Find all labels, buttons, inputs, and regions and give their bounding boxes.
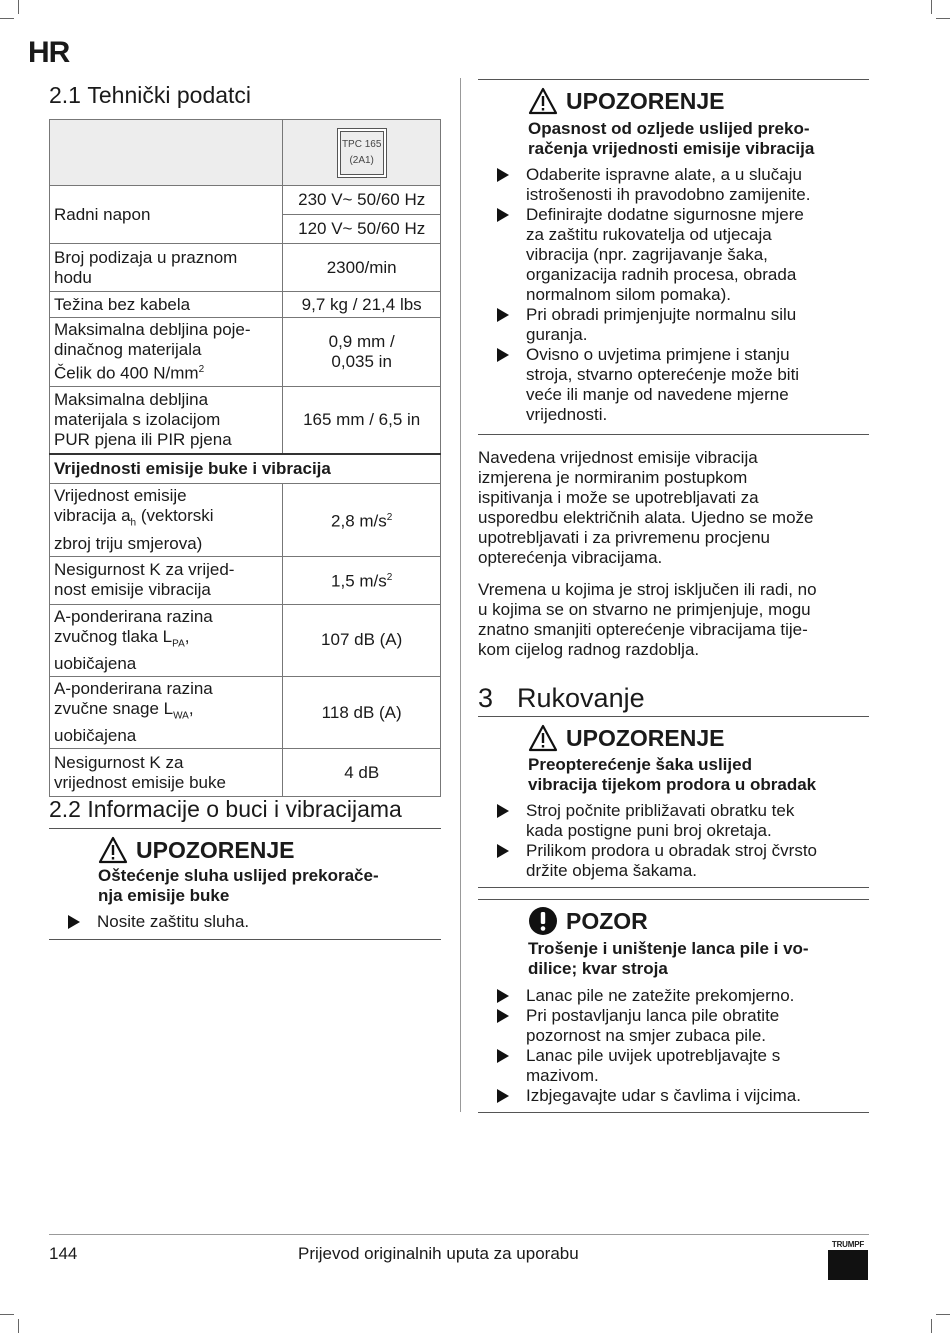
bullet-line: guranja. <box>526 325 588 344</box>
crop-mark <box>936 18 950 19</box>
divider <box>478 1112 869 1113</box>
voltage-230: 230 V~ 50/60 Hz <box>283 186 440 215</box>
superscript: 2 <box>386 572 393 584</box>
bullet-text: Nosite zaštitu sluha. <box>97 912 250 931</box>
row-label: Broj podizaja u praznom hodu <box>50 244 283 292</box>
label-line: Vrijednost emisije <box>54 486 187 506</box>
row-value <box>283 484 441 556</box>
label-text: zvučnog tlaka L <box>54 626 173 646</box>
row-value: 165 mm / 6,5 in <box>283 386 441 454</box>
crop-mark <box>931 1319 932 1333</box>
logo-block <box>828 1250 868 1280</box>
crop-mark <box>0 18 14 19</box>
divider <box>478 899 869 900</box>
footer-divider <box>49 1234 869 1235</box>
divider <box>49 828 441 829</box>
value-line: 0,035 in <box>331 351 392 371</box>
label-line: uobičajena <box>54 726 137 746</box>
caution-heading <box>528 906 648 936</box>
warning-heading <box>528 87 724 115</box>
section-title: Informacije o buci i vibracijama <box>87 796 402 822</box>
list-item <box>478 165 869 205</box>
table-row <box>50 318 441 387</box>
label-line: vrijednost emisije buke <box>54 772 226 792</box>
crop-mark <box>18 1319 19 1333</box>
paragraph-line: Vremena u kojima je stroj isključen ili radi, no <box>478 580 817 599</box>
paragraph-line: izmjerena je normiranim postupkom <box>478 468 748 487</box>
subtitle-line: Trošenje i uništenje lanca pile i vo- <box>528 939 809 958</box>
bullet-arrow-icon <box>497 1089 509 1103</box>
paragraph-line: opterećenja vibracijama. <box>478 548 663 567</box>
section-header-row <box>50 454 441 484</box>
footer-text: Prijevod originalnih uputa za uporabu <box>298 1244 579 1263</box>
language-code: HR <box>28 36 70 69</box>
list-item <box>49 912 441 932</box>
superscript: 2 <box>386 512 393 524</box>
row-label <box>50 676 283 748</box>
bullet-line: za zaštitu rukovatelja od utjecaja <box>526 225 772 244</box>
subscript: WA <box>173 710 189 722</box>
bullet-line: normalnom silom pomaka). <box>526 285 732 304</box>
table-row <box>50 604 441 676</box>
bullet-line: Izbjegavajte udar s čavlima i vijcima. <box>526 1086 801 1105</box>
paragraph-line: znatno smanjiti opterećenje vibracijama tije- <box>478 620 808 639</box>
list-item <box>478 986 869 1006</box>
warning-heading <box>528 724 724 752</box>
subtitle-line: nja emisije buke <box>98 886 230 905</box>
bullet-line: veće ili manje od navedene mjerne <box>526 385 789 404</box>
crop-mark <box>936 1314 950 1315</box>
logo-text: TRUMPF <box>831 1240 865 1249</box>
paragraph-line: upotrebljavati i za privremenu procjenu <box>478 528 770 547</box>
bullet-line: Prilikom prodora u obradak stroj čvrsto <box>526 841 818 860</box>
subtitle-line: Opasnost od ozljede uslijed preko- <box>528 119 810 138</box>
subtitle-line: Preopterećenje šaka uslijed <box>528 755 752 774</box>
label-line: Maksimalna debljina poje- <box>54 320 251 339</box>
section-title: Tehnički podatci <box>87 82 252 108</box>
label-line: nost emisije vibracija <box>54 580 211 600</box>
table-row <box>50 749 441 797</box>
caution-exclamation-icon <box>528 906 558 936</box>
paragraph-line: usporedbu električnih alata. Ujedno se može <box>478 508 814 527</box>
table-row <box>50 292 441 318</box>
table-row <box>50 244 441 292</box>
row-value: 4 dB <box>283 749 441 797</box>
label-line <box>54 699 278 726</box>
bullet-line: vibracija (npr. zagrijavanje šaka, <box>526 245 768 264</box>
bullet-line: Pri postavljanju lanca pile obratite <box>526 1006 780 1025</box>
caution-subtitle <box>528 939 809 979</box>
trumpf-logo <box>828 1240 868 1280</box>
model-name: TPC 165 <box>341 138 382 150</box>
crop-mark <box>931 0 932 14</box>
label-text: vibracija a <box>54 506 131 526</box>
bullet-arrow-icon <box>497 844 509 858</box>
bullet-list <box>478 801 869 881</box>
list-item <box>478 1006 869 1046</box>
caution-title: POZOR <box>566 907 648 934</box>
paragraph-line: u kojima se on stvarno ne primjenjuje, mogu <box>478 600 811 619</box>
divider <box>478 434 869 435</box>
table-row <box>50 484 441 556</box>
row-value: 107 dB (A) <box>283 604 441 676</box>
row-value: 9,7 kg / 21,4 lbs <box>283 292 441 318</box>
bullet-line: Lanac pile uvijek upotrebljavajte s <box>526 1046 781 1065</box>
table-row <box>50 676 441 748</box>
bullet-arrow-icon <box>497 1049 509 1063</box>
subtitle-line: dilice; kvar stroja <box>528 959 668 978</box>
bullet-arrow-icon <box>68 915 80 929</box>
paragraph <box>478 448 869 568</box>
label-line <box>54 627 278 654</box>
row-value <box>283 186 441 244</box>
list-item <box>478 801 869 841</box>
warning-title: UPOZORENJE <box>136 836 295 863</box>
row-label <box>50 556 283 604</box>
row-value <box>283 318 441 387</box>
list-item <box>478 205 869 305</box>
bullet-line: držite objema šakama. <box>526 861 698 880</box>
row-label <box>50 604 283 676</box>
warning-triangle-icon <box>528 87 558 115</box>
table-row <box>50 386 441 454</box>
warning-title: UPOZORENJE <box>566 724 725 751</box>
bullet-line: Pri obradi primjenjujte normalnu silu <box>526 305 797 324</box>
warning-subtitle <box>98 866 379 906</box>
model-variant: (2A1) <box>349 154 374 166</box>
bullet-arrow-icon <box>497 989 509 1003</box>
paragraph-line: Navedena vrijednost emisije vibracija <box>478 448 758 467</box>
row-label <box>50 386 283 454</box>
list-item <box>478 1086 869 1106</box>
paragraph-line: kom cijelog radnog razdoblja. <box>478 640 700 659</box>
label-line: dinačnog materijala <box>54 340 202 359</box>
section-number: 2.2 <box>49 796 81 822</box>
bullet-list <box>478 165 869 425</box>
bullet-arrow-icon <box>497 168 509 182</box>
row-value: 2300/min <box>283 244 441 292</box>
divider <box>478 716 869 717</box>
section-number: 2.1 <box>49 82 81 108</box>
bullet-arrow-icon <box>497 1009 509 1023</box>
bullet-line: mazivom. <box>526 1066 599 1085</box>
bullet-list <box>478 986 869 1106</box>
label-line: Nesigurnost K za vrijed- <box>54 560 235 580</box>
paragraph-line: ispitivanja i može se upotrebljavati za <box>478 488 759 507</box>
table-header-row <box>50 120 441 186</box>
section-number: 3 <box>478 683 494 713</box>
page-number: 144 <box>49 1244 78 1263</box>
section-header: Vrijednosti emisije buke i vibracija <box>50 454 441 484</box>
bullet-arrow-icon <box>497 308 509 322</box>
list-item <box>478 345 869 425</box>
column-divider <box>460 78 461 1112</box>
row-label: Težina bez kabela <box>50 292 283 318</box>
label-line: PUR pjena ili PIR pjena <box>54 429 232 449</box>
paragraph <box>478 580 869 660</box>
bullet-arrow-icon <box>497 348 509 362</box>
bullet-line: Ovisno o uvjetima primjene i stanju <box>526 345 790 364</box>
list-item <box>478 841 869 881</box>
label-text: zvučne snage L <box>54 698 174 718</box>
crop-mark <box>18 0 19 14</box>
voltage-120: 120 V~ 50/60 Hz <box>298 219 426 238</box>
section-3-heading <box>478 683 645 714</box>
label-line: Nesigurnost K za <box>54 752 184 772</box>
divider <box>478 887 869 888</box>
row-label <box>50 484 283 556</box>
list-item <box>478 1046 869 1086</box>
bullet-list <box>49 912 441 932</box>
label-text: , <box>184 626 190 646</box>
label-line: Maksimalna debljina <box>54 389 209 409</box>
divider <box>49 939 441 940</box>
label-line <box>54 506 278 533</box>
subtitle-line: vibracija tijekom prodora u obradak <box>528 775 817 794</box>
bullet-line: Definirajte dodatne sigurnosne mjere <box>526 205 804 224</box>
table-row <box>50 556 441 604</box>
subscript: h <box>130 517 137 529</box>
divider <box>478 79 869 80</box>
section-2-2-heading <box>49 796 402 823</box>
bullet-line: stroja, stvarno opterećenje može biti <box>526 365 800 384</box>
crop-mark <box>0 1314 14 1315</box>
row-label <box>50 318 283 387</box>
row-value: 118 dB (A) <box>283 676 441 748</box>
bullet-line: Stroj počnite približavati obratku tek <box>526 801 795 820</box>
label-line: materijala s izolacijom <box>54 409 221 429</box>
warning-title: UPOZORENJE <box>566 87 725 114</box>
label-line <box>54 360 278 384</box>
value-line: 0,9 mm / <box>328 331 395 351</box>
bullet-arrow-icon <box>497 208 509 222</box>
warning-heading <box>98 836 294 864</box>
value-text: 2,8 m/s <box>331 511 387 531</box>
label-line: zbroj triju smjerova) <box>54 533 203 553</box>
label-line: A-ponderirana razina <box>54 678 213 698</box>
label-line: uobičajena <box>54 653 137 673</box>
row-label <box>50 749 283 797</box>
label-text: (vektorski <box>136 506 214 526</box>
subtitle-line: Oštećenje sluha uslijed prekoračе- <box>98 866 379 885</box>
warning-subtitle <box>528 119 814 159</box>
superscript: 2 <box>198 364 205 375</box>
technical-data-table <box>49 119 441 797</box>
model-cell <box>283 120 441 186</box>
bullet-line: organizacija radnih procesa, obrada <box>526 265 797 284</box>
bullet-line: Lanac pile ne zatežite prekomjerno. <box>526 986 795 1005</box>
subtitle-line: račenja vrijednosti emisije vibracija <box>528 139 815 158</box>
subscript: PA <box>172 637 185 649</box>
label-text: , <box>188 698 194 718</box>
row-label: Radni napon <box>50 186 283 244</box>
bullet-line: vrijednosti. <box>526 405 608 424</box>
bullet-line: kada postigne puni broj okretaja. <box>526 821 772 840</box>
table-row <box>50 186 441 244</box>
list-item <box>478 305 869 345</box>
bullet-line: istrošenosti ih pravodobno zamijenite. <box>526 185 811 204</box>
value-text: 1,5 m/s <box>331 571 387 591</box>
bullet-line: pozornost na smjer zubaca pile. <box>526 1026 767 1045</box>
warning-triangle-icon <box>98 836 128 864</box>
section-title: Rukovanje <box>517 683 645 713</box>
model-badge <box>337 128 387 178</box>
warning-triangle-icon <box>528 724 558 752</box>
bullet-arrow-icon <box>497 804 509 818</box>
warning-subtitle <box>528 755 816 795</box>
label-line: A-ponderirana razina <box>54 606 213 626</box>
row-value <box>283 556 441 604</box>
empty-cell <box>50 120 283 186</box>
bullet-line: Odaberite ispravne alate, a u slučaju <box>526 165 802 184</box>
label-text: Čelik do 400 N/mm <box>54 363 199 383</box>
section-2-1-heading <box>49 82 251 109</box>
